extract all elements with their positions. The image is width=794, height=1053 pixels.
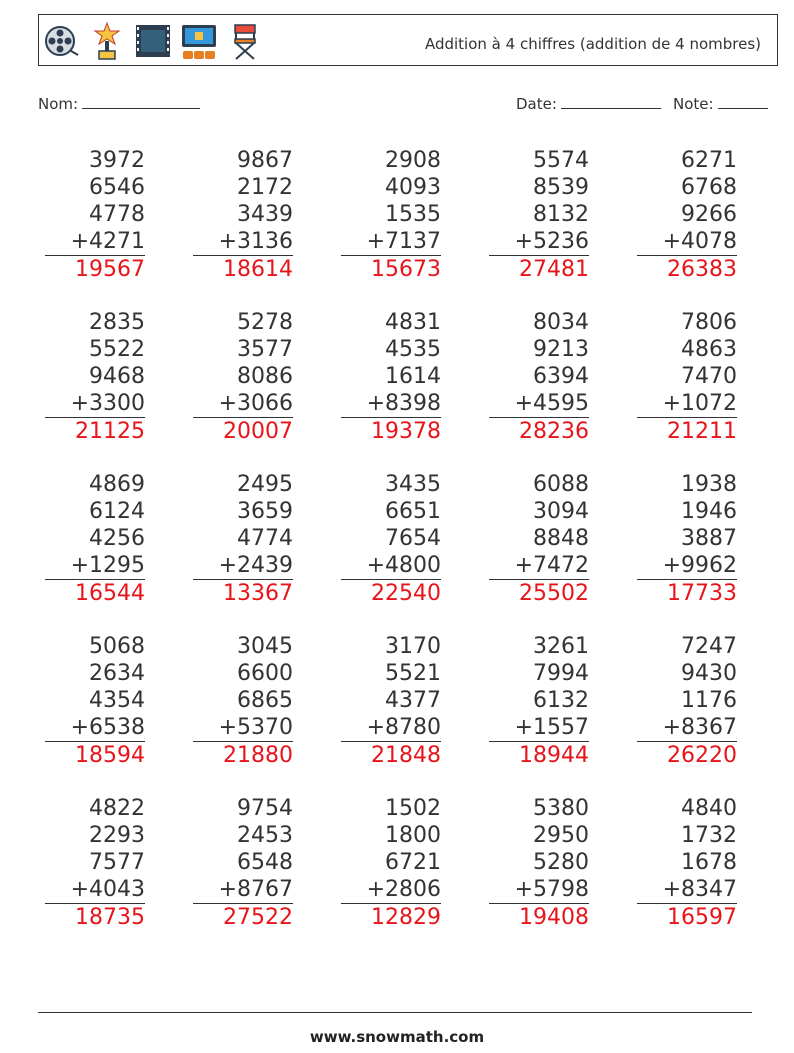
- addend: 3045: [237, 634, 293, 659]
- addend-with-plus: +8767: [193, 876, 293, 904]
- addition-problem: [45, 795, 145, 931]
- addend-with-plus: +3066: [193, 390, 293, 418]
- addend: 2495: [237, 472, 293, 497]
- addition-problem: [637, 795, 737, 931]
- addend: 2172: [237, 175, 293, 200]
- addition-problem: [637, 471, 737, 607]
- answer: 21125: [75, 419, 145, 444]
- addend: 4377: [385, 688, 441, 713]
- addend: 1800: [385, 823, 441, 848]
- addend: 8132: [533, 202, 589, 227]
- addend-with-plus: +5370: [193, 714, 293, 742]
- addend: 9468: [89, 364, 145, 389]
- addend: 1938: [681, 472, 737, 497]
- date-label: Date:: [516, 95, 557, 113]
- answer: 18735: [75, 905, 145, 930]
- addend-with-plus: +3300: [45, 390, 145, 418]
- addend: 7247: [681, 634, 737, 659]
- addition-problem: [489, 309, 589, 445]
- addend: 4831: [385, 310, 441, 335]
- addend-with-plus: +5798: [489, 876, 589, 904]
- addend: 1732: [681, 823, 737, 848]
- addend: 6865: [237, 688, 293, 713]
- addend: 2634: [89, 661, 145, 686]
- addition-problem: [489, 147, 589, 283]
- director-chair-icon: [227, 21, 263, 61]
- addend: 4256: [89, 526, 145, 551]
- addition-problem: [637, 309, 737, 445]
- footer-site: www.snowmath.com: [309, 1028, 485, 1046]
- answer: 18594: [75, 743, 145, 768]
- addend: 6394: [533, 364, 589, 389]
- answer: 13367: [223, 581, 293, 606]
- award-trophy-icon: [89, 21, 125, 61]
- addition-problem: [637, 633, 737, 769]
- answer: 19408: [519, 905, 589, 930]
- addend: 3094: [533, 499, 589, 524]
- addend: 9867: [237, 148, 293, 173]
- addend: 6600: [237, 661, 293, 686]
- addition-problem: [45, 471, 145, 607]
- addend-with-plus: +4800: [341, 552, 441, 580]
- addition-problem: [193, 795, 293, 931]
- addition-problem: [341, 795, 441, 931]
- answer: 22540: [371, 581, 441, 606]
- addend: 4535: [385, 337, 441, 362]
- name-blank[interactable]: [82, 94, 200, 109]
- addend: 6271: [681, 148, 737, 173]
- addend-with-plus: +1557: [489, 714, 589, 742]
- addend: 7470: [681, 364, 737, 389]
- answer: 21880: [223, 743, 293, 768]
- addend: 8848: [533, 526, 589, 551]
- addend: 9754: [237, 796, 293, 821]
- addend: 3261: [533, 634, 589, 659]
- addend-with-plus: +7472: [489, 552, 589, 580]
- addition-problem: [341, 309, 441, 445]
- addend-with-plus: +9962: [637, 552, 737, 580]
- addition-problem: [637, 147, 737, 283]
- answer: 27481: [519, 257, 589, 282]
- film-frame-icon: [135, 21, 171, 61]
- addition-problem: [489, 471, 589, 607]
- addition-problem: [341, 471, 441, 607]
- addend: 8539: [533, 175, 589, 200]
- answer: 28236: [519, 419, 589, 444]
- addend: 7994: [533, 661, 589, 686]
- addend-with-plus: +2439: [193, 552, 293, 580]
- addend-with-plus: +2806: [341, 876, 441, 904]
- addend-with-plus: +4595: [489, 390, 589, 418]
- addition-problem: [489, 795, 589, 931]
- addend: 3435: [385, 472, 441, 497]
- addend: 3170: [385, 634, 441, 659]
- addend-with-plus: +3136: [193, 228, 293, 256]
- note-field: [673, 94, 768, 113]
- addend: 5068: [89, 634, 145, 659]
- addition-problem: [341, 633, 441, 769]
- addend: 6768: [681, 175, 737, 200]
- addend-with-plus: +4078: [637, 228, 737, 256]
- date-field: [516, 94, 661, 113]
- addend: 9430: [681, 661, 737, 686]
- answer: 26220: [667, 743, 737, 768]
- addend: 1535: [385, 202, 441, 227]
- addend: 6124: [89, 499, 145, 524]
- addend: 1502: [385, 796, 441, 821]
- answer: 16597: [667, 905, 737, 930]
- addition-problem: [193, 147, 293, 283]
- addend: 4869: [89, 472, 145, 497]
- addend: 1614: [385, 364, 441, 389]
- note-blank[interactable]: [718, 94, 768, 109]
- addend: 3439: [237, 202, 293, 227]
- addend: 6548: [237, 850, 293, 875]
- addend: 2293: [89, 823, 145, 848]
- addend-with-plus: +4043: [45, 876, 145, 904]
- addend: 9266: [681, 202, 737, 227]
- note-label: Note:: [673, 95, 714, 113]
- addend: 3659: [237, 499, 293, 524]
- addend: 8034: [533, 310, 589, 335]
- addend: 3972: [89, 148, 145, 173]
- answer: 21211: [667, 419, 737, 444]
- addend-with-plus: +8347: [637, 876, 737, 904]
- addend-with-plus: +4271: [45, 228, 145, 256]
- addend: 4778: [89, 202, 145, 227]
- addend: 2950: [533, 823, 589, 848]
- addend: 5521: [385, 661, 441, 686]
- addend: 3577: [237, 337, 293, 362]
- header-icons: [43, 19, 263, 63]
- addend: 1946: [681, 499, 737, 524]
- addend: 6132: [533, 688, 589, 713]
- addend: 4863: [681, 337, 737, 362]
- addition-problem: [193, 633, 293, 769]
- answer: 19378: [371, 419, 441, 444]
- addend: 4840: [681, 796, 737, 821]
- addition-problem: [489, 633, 589, 769]
- addend: 7806: [681, 310, 737, 335]
- addend: 5574: [533, 148, 589, 173]
- addition-problem: [45, 633, 145, 769]
- answer: 12829: [371, 905, 441, 930]
- name-field: [38, 94, 200, 113]
- worksheet-title: Addition à 4 chiffres (addition de 4 nombres): [424, 35, 761, 53]
- answer: 21848: [371, 743, 441, 768]
- answer: 16544: [75, 581, 145, 606]
- addend-with-plus: +8780: [341, 714, 441, 742]
- addend: 6546: [89, 175, 145, 200]
- addend: 2835: [89, 310, 145, 335]
- addend: 4354: [89, 688, 145, 713]
- addition-problem: [341, 147, 441, 283]
- addend-with-plus: +8398: [341, 390, 441, 418]
- addend-with-plus: +7137: [341, 228, 441, 256]
- addend: 1678: [681, 850, 737, 875]
- answer: 25502: [519, 581, 589, 606]
- addition-problem: [45, 147, 145, 283]
- addend-with-plus: +8367: [637, 714, 737, 742]
- addend: 2453: [237, 823, 293, 848]
- addend: 5380: [533, 796, 589, 821]
- film-reel-icon: [43, 21, 79, 61]
- addition-problem: [193, 471, 293, 607]
- cinema-screen-icon: [181, 21, 217, 61]
- addition-problem: [193, 309, 293, 445]
- answer: 20007: [223, 419, 293, 444]
- addend: 4093: [385, 175, 441, 200]
- footer-divider: [38, 1012, 752, 1013]
- addend: 7577: [89, 850, 145, 875]
- addend: 4822: [89, 796, 145, 821]
- addend: 9213: [533, 337, 589, 362]
- addend: 6088: [533, 472, 589, 497]
- addend-with-plus: +1295: [45, 552, 145, 580]
- addend: 6651: [385, 499, 441, 524]
- addend-with-plus: +5236: [489, 228, 589, 256]
- addition-problem: [45, 309, 145, 445]
- answer: 27522: [223, 905, 293, 930]
- addend: 4774: [237, 526, 293, 551]
- addend-with-plus: +6538: [45, 714, 145, 742]
- addend: 2908: [385, 148, 441, 173]
- addend: 3887: [681, 526, 737, 551]
- answer: 19567: [75, 257, 145, 282]
- answer: 26383: [667, 257, 737, 282]
- name-label: Nom:: [38, 95, 79, 113]
- answer: 18614: [223, 257, 293, 282]
- addend: 1176: [681, 688, 737, 713]
- answer: 18944: [519, 743, 589, 768]
- answer: 15673: [371, 257, 441, 282]
- worksheet-header: [38, 14, 778, 66]
- addend: 5280: [533, 850, 589, 875]
- answer: 17733: [667, 581, 737, 606]
- addend: 5278: [237, 310, 293, 335]
- addend: 6721: [385, 850, 441, 875]
- addend-with-plus: +1072: [637, 390, 737, 418]
- addend: 5522: [89, 337, 145, 362]
- addend: 7654: [385, 526, 441, 551]
- addend: 8086: [237, 364, 293, 389]
- date-blank[interactable]: [561, 94, 661, 109]
